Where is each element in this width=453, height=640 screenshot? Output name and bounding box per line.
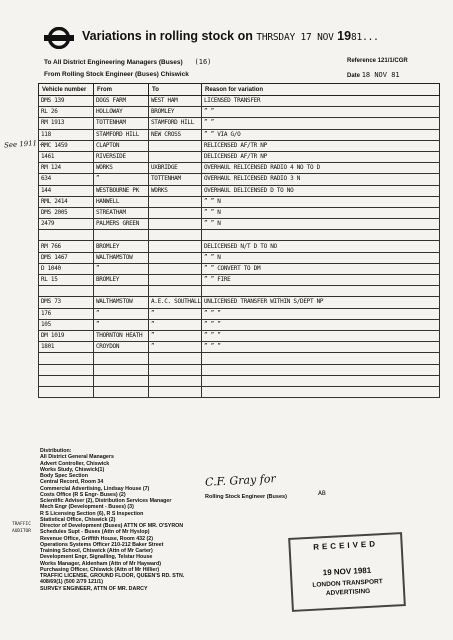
margin-note-handwritten: See 1911 ... (3, 138, 47, 150)
distribution-line: Body Spec Section (40, 473, 88, 479)
from-cell: THORNTON HEATH (94, 330, 149, 341)
table-row (39, 207, 440, 218)
distribution-line: Revenue Office, Griffith House, Room 432 (2) (40, 535, 154, 542)
reason-cell: ” ” N (202, 252, 440, 263)
reason-cell (202, 286, 440, 297)
to-cell (149, 230, 202, 241)
distribution-line: Director of Development (Buses) ATTN OF MR. O'SYRON (40, 523, 184, 529)
distribution-line: TRAFFIC LICENSE, GROUND FLOOR, QUEEN'S RD. STN. (40, 573, 185, 579)
reason-cell: ” ” FIRE (202, 275, 440, 286)
table-row (39, 342, 440, 353)
reason-cell: ” ” N (202, 219, 440, 230)
reason-cell: RELICENSED AF/TR NP (202, 140, 440, 151)
table-row (39, 353, 440, 364)
table-row (39, 319, 440, 330)
table-row (39, 386, 440, 397)
to-label: To All District Engineering Managers (Buses) (44, 59, 183, 66)
from-cell: PALMERS GREEN (94, 219, 149, 230)
to-cell: STAMFORD HILL (149, 118, 202, 129)
table-row (39, 96, 440, 107)
distribution-line: Purchasing Officer, Chiswick (Attn of Mr Hillier) (40, 566, 160, 573)
to-count-handwritten: (16) (194, 58, 212, 66)
to-cell (149, 207, 202, 218)
vehicle-number-cell (39, 375, 94, 386)
table-row (39, 151, 440, 162)
from-cell: RIVERSIDE (94, 151, 149, 162)
to-cell: NEW CROSS (149, 129, 202, 140)
reason-cell: ” ” ” (202, 319, 440, 330)
london-transport-roundel-icon (44, 27, 74, 49)
to-cell (149, 386, 202, 397)
reason-cell: OVERHAUL DELICENSED D TO NO (202, 185, 440, 196)
to-cell (149, 286, 202, 297)
from-cell (94, 364, 149, 375)
vehicle-number-cell: D 1040 (39, 263, 94, 274)
reason-cell: ” ” VIA G/O (202, 129, 440, 140)
distribution-line: Works Study, Chiswick(1) (40, 466, 105, 473)
to-cell: TOTTENHAM (149, 174, 202, 185)
from-cell: BROMLEY (94, 275, 149, 286)
vehicle-number-cell: DMS 2005 (39, 207, 94, 218)
to-cell (149, 263, 202, 274)
from-cell: WALTHAMSTOW (94, 297, 149, 308)
reason-cell (202, 230, 440, 241)
to-cell (149, 353, 202, 364)
to-cell: ” (149, 330, 202, 341)
from-label: From Rolling Stock Engineer (Buses) Chiswick (44, 71, 189, 78)
distribution-heading: Distribution: (40, 448, 72, 454)
from-cell: HANWELL (94, 196, 149, 207)
distribution-line: Operations Systems Officer 210-212 Baker Street (40, 541, 164, 548)
date-line (347, 71, 400, 79)
table-row (39, 330, 440, 341)
stamp-received: RECEIVED (312, 539, 379, 552)
table-row (39, 219, 440, 230)
signature-caption: Rolling Stock Engineer (Buses) (205, 494, 287, 500)
from-cell: HOLLOWAY (94, 107, 149, 118)
vehicle-number-cell: DM 1019 (39, 330, 94, 341)
to-cell: ” (149, 319, 202, 330)
distribution-line: Advert Controller, Chiswick (40, 460, 110, 467)
distribution-line: 408/69(1) (500 2/79 121/1) (40, 579, 104, 586)
table-row (39, 185, 440, 196)
from-cell (94, 353, 149, 364)
left-note-traffic: TRAFFIC (12, 522, 31, 527)
reason-cell: OVERHAUL RELICENSED RADIO 3 N (202, 174, 440, 185)
vehicle-number-cell: 176 (39, 308, 94, 319)
to-cell: WORKS (149, 185, 202, 196)
title-year-handwritten: 81... (351, 32, 379, 43)
column-header-reason: Reason for variation (202, 84, 440, 96)
reason-cell: DELICENSED AF/TR NP (202, 151, 440, 162)
vehicle-number-cell: DMS 139 (39, 96, 94, 107)
from-cell (94, 286, 149, 297)
to-cell: UXBRIDGE (149, 163, 202, 174)
vehicle-number-cell: 2479 (39, 219, 94, 230)
distribution-line: Schedules Supt - Buses (Attn of Mr Hyslop) (40, 529, 150, 536)
vehicle-number-cell: 144 (39, 185, 94, 196)
distribution-line: R S Licensing Section (6), R S Inspection (40, 510, 144, 517)
from-cell: ” (94, 263, 149, 274)
reason-cell: ” ” CONVERT TO DM (202, 263, 440, 274)
table-row (39, 107, 440, 118)
signature-initials: AB (318, 489, 326, 497)
date-label: Date (347, 73, 361, 79)
to-cell (149, 252, 202, 263)
form-title (82, 29, 379, 43)
vehicle-number-cell: 634 (39, 174, 94, 185)
vehicle-number-cell (39, 364, 94, 375)
vehicle-number-cell: RL 26 (39, 107, 94, 118)
reason-cell: OVERHAUL RELICENSED RADIO 4 NO TO D (202, 163, 440, 174)
table-row (39, 297, 440, 308)
reason-cell (202, 353, 440, 364)
reason-cell: UNLICENSED TRANSFER WITHIN S/DEPT NP (202, 297, 440, 308)
vehicle-number-cell (39, 230, 94, 241)
table-row (39, 196, 440, 207)
from-cell: WORKS (94, 163, 149, 174)
table-row (39, 118, 440, 129)
to-cell (149, 275, 202, 286)
from-cell: STAMFORD HILL (94, 129, 149, 140)
reason-cell: LICENSED TRANSFER (202, 96, 440, 107)
to-cell (149, 219, 202, 230)
vehicle-number-cell: 105 (39, 319, 94, 330)
column-header-to: To (149, 84, 202, 96)
distribution-line: Mech Engr (Development - Buses) (3) (40, 504, 134, 511)
from-cell: BROMLEY (94, 241, 149, 252)
reason-cell: DELICENSED N/T D TO NO (202, 241, 440, 252)
vehicle-number-cell: DMS 73 (39, 297, 94, 308)
variations-table (38, 83, 440, 398)
to-cell (149, 241, 202, 252)
vehicle-number-cell (39, 353, 94, 364)
reason-cell: ” ” N (202, 207, 440, 218)
from-cell: ” (94, 174, 149, 185)
from-cell: TOTTENHAM (94, 118, 149, 129)
from-cell (94, 386, 149, 397)
date-value-handwritten: 18 NOV 81 (361, 71, 400, 79)
from-cell (94, 375, 149, 386)
title-text: Variations in rolling stock on (82, 29, 253, 43)
distribution-line: Central Record, Room 34 (40, 479, 104, 486)
distribution-line: Statistical Office, Chiswick (2) (40, 516, 116, 523)
vehicle-number-cell (39, 386, 94, 397)
vehicle-number-cell: RM 124 (39, 163, 94, 174)
distribution-line: SURVEY ENGINEER, ATTN OF MR. DARCY (40, 585, 148, 592)
reason-cell: ” ” ” (202, 308, 440, 319)
table-row (39, 263, 440, 274)
vehicle-number-cell: RL 15 (39, 275, 94, 286)
table-row (39, 140, 440, 151)
distribution-line: Commercial Advertising, Lindsay House (7) (40, 485, 150, 492)
distribution-line: Scientific Adviser (2), Distribution Services Manager (40, 498, 172, 504)
distribution-line: Development Engr, Signalling, Telstar House (40, 554, 153, 561)
to-cell: WEST HAM (149, 96, 202, 107)
from-cell: CLAPTON (94, 140, 149, 151)
to-cell: ” (149, 342, 202, 353)
from-cell: ” (94, 308, 149, 319)
from-cell (94, 230, 149, 241)
table-row (39, 252, 440, 263)
table-row (39, 163, 440, 174)
table-row (39, 286, 440, 297)
signature: C.F. Gray for (204, 472, 276, 489)
reason-cell: ” ” ” (202, 342, 440, 353)
table-row (39, 308, 440, 319)
reason-cell (202, 364, 440, 375)
stamp-date: 19 NOV 1981 (322, 565, 372, 578)
table-header-row (39, 84, 440, 96)
reason-cell: ” ” (202, 107, 440, 118)
table-row (39, 275, 440, 286)
table-row (39, 375, 440, 386)
title-year-prefix: 19 (337, 29, 352, 43)
from-cell: STREATHAM (94, 207, 149, 218)
from-cell: CROYDON (94, 342, 149, 353)
to-cell (149, 375, 202, 386)
vehicle-number-cell: 118 (39, 129, 94, 140)
distribution-line: Training School, Chiswick (Attn of Mr Carter) (40, 548, 153, 554)
vehicle-number-cell: 1801 (39, 342, 94, 353)
stamp-org: LONDON TRANSPORT (312, 578, 383, 589)
to-cell: A.E.C. SOUTHALL (149, 297, 202, 308)
from-cell: ” (94, 319, 149, 330)
table-row (39, 129, 440, 140)
distribution-line: Costs Office (R S Engr- Buses) (2) (40, 491, 126, 498)
to-cell (149, 196, 202, 207)
to-line (44, 58, 211, 66)
to-cell (149, 364, 202, 375)
from-cell: WESTBOURNE PK (94, 185, 149, 196)
to-cell: BROMLEY (149, 107, 202, 118)
from-cell: DOGS FARM (94, 96, 149, 107)
received-stamp (288, 532, 406, 612)
vehicle-number-cell: RM 766 (39, 241, 94, 252)
vehicle-number-cell: 1461 (39, 151, 94, 162)
distribution-line: Works Manager, Aldenham (Attn of Mr Hayward) (40, 560, 161, 567)
distribution-line: All District General Managers (40, 454, 114, 461)
distribution-list (40, 448, 185, 592)
vehicle-number-cell: DMS 1467 (39, 252, 94, 263)
table-row (39, 241, 440, 252)
table-row (39, 364, 440, 375)
table-row (39, 174, 440, 185)
to-cell: ” (149, 308, 202, 319)
table-row (39, 230, 440, 241)
vehicle-number-cell: RM 1913 (39, 118, 94, 129)
title-date-handwritten: THRSDAY 17 NOV (256, 32, 334, 43)
reason-cell: ” ” (202, 118, 440, 129)
column-header-from: From (94, 84, 149, 96)
to-cell (149, 140, 202, 151)
column-header-vehicle: Vehicle number (39, 84, 94, 96)
to-cell (149, 151, 202, 162)
reason-cell (202, 386, 440, 397)
vehicle-number-cell (39, 286, 94, 297)
vehicle-number-cell: RML 2414 (39, 196, 94, 207)
reason-cell (202, 375, 440, 386)
reference-label: Reference 121/1/CGR (347, 58, 408, 64)
stamp-dept: ADVERTISING (325, 587, 371, 598)
left-note-auditor: AUDITOR (12, 529, 31, 534)
reason-cell: ” ” N (202, 196, 440, 207)
from-cell: WALTHAMSTOW (94, 252, 149, 263)
reason-cell: ” ” ” (202, 330, 440, 341)
vehicle-number-cell: RMC 1459 (39, 140, 94, 151)
